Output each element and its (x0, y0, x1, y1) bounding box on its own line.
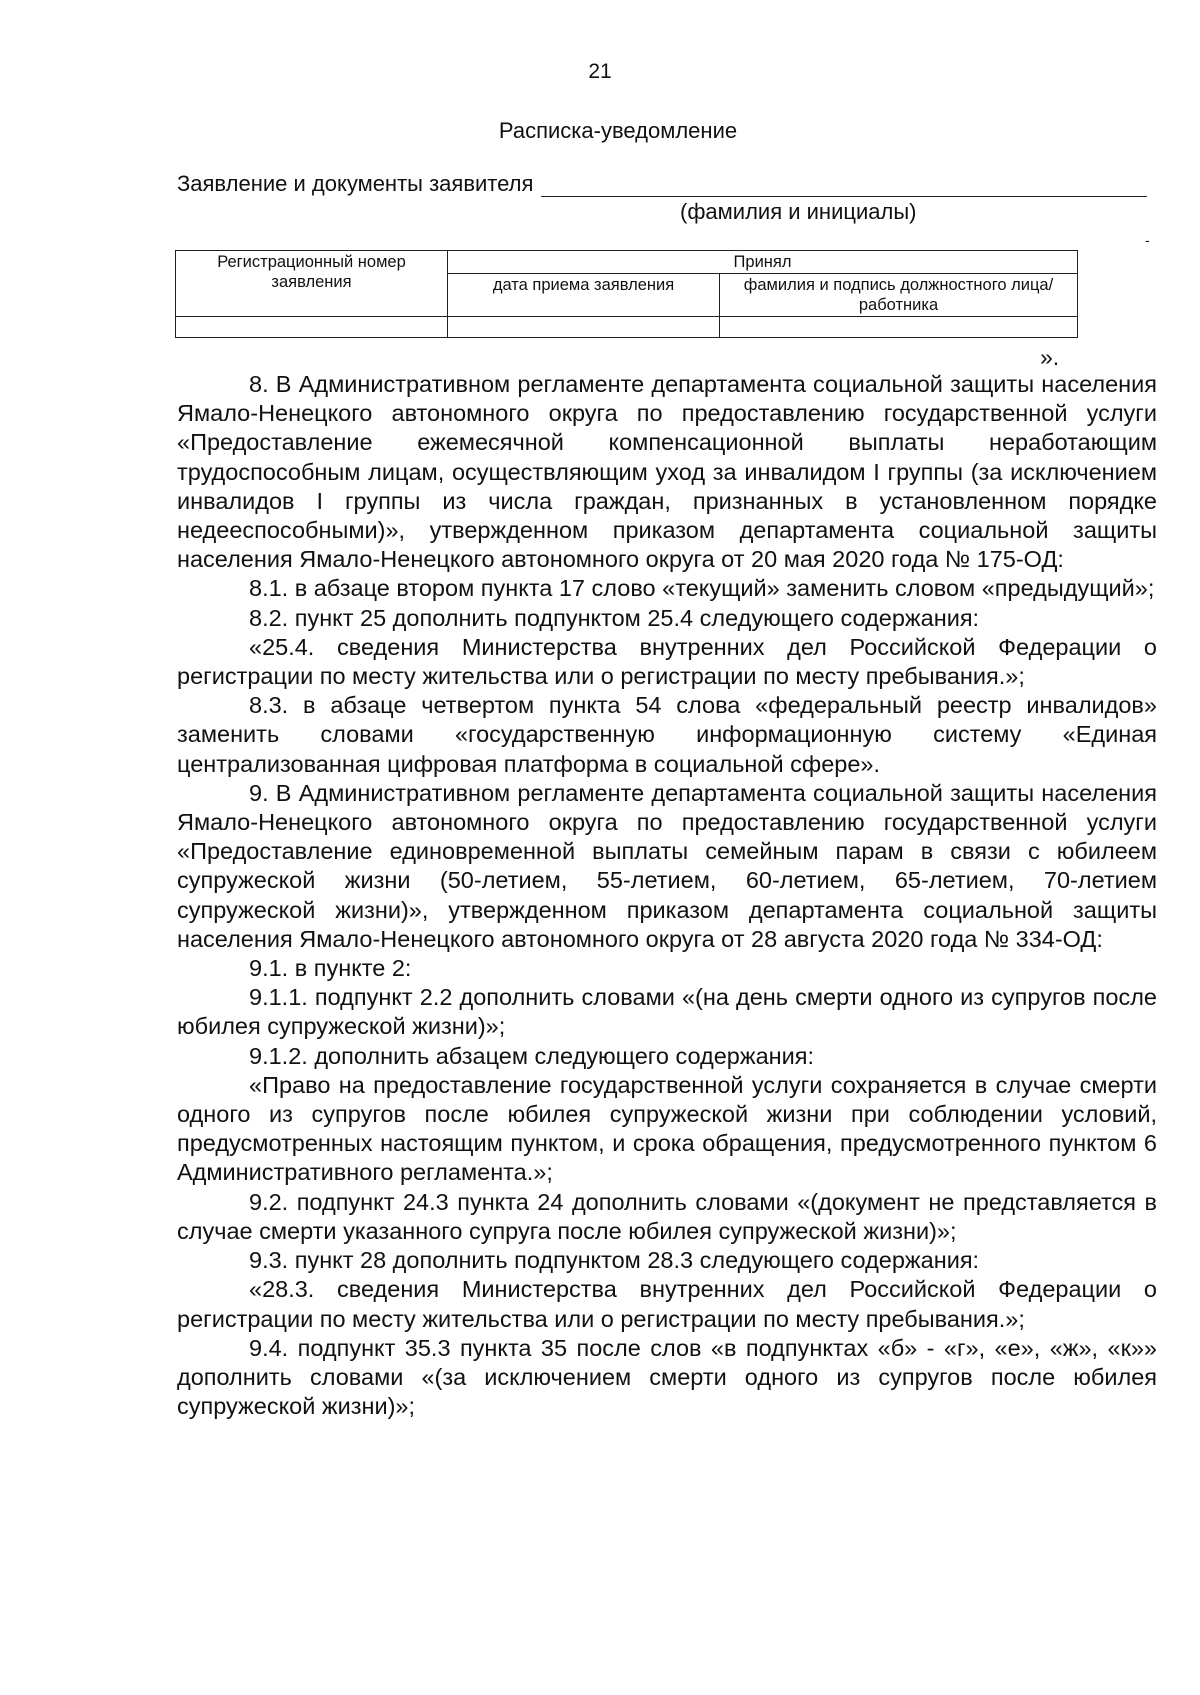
reg-number-cell (176, 317, 448, 338)
page-number: 21 (588, 60, 612, 83)
applicant-label: Заявление и документы заявителя (177, 171, 534, 196)
paragraph: «25.4. сведения Министерства внутренних дел Российской Федерации о регистрации по месту жительства или о регистрации по месту пребывания.»; (177, 633, 1157, 690)
reg-number-header: Регистрационный номер заявления (176, 251, 448, 317)
paragraph: 9.1.2. дополнить абзацем следующего содержания: (249, 1042, 815, 1069)
margin-mark: - (1145, 232, 1150, 248)
applicant-blank-line (541, 174, 1147, 197)
applicant-hint: (фамилия и инициалы) (680, 199, 917, 224)
table-row (176, 251, 1078, 274)
paragraph: 8.2. пункт 25 дополнить подпунктом 25.4 следующего содержания: (249, 604, 980, 631)
signature-header: фамилия и подпись должностного лица/работника (720, 274, 1078, 317)
closing-quote: ». (1040, 344, 1060, 370)
document-body (177, 370, 1157, 1421)
paragraph: 9.1. в пункте 2: (249, 955, 412, 982)
paragraph: 8.1. в абзаце втором пункта 17 слово «текущий» заменить словом «предыдущий»; (249, 575, 1155, 602)
paragraph: 8.3. в абзаце четвертом пункта 54 слова «федеральный реестр инвалидов» заменить словами «государственную информационную систему «Единая централизованная цифровая платформа в социальной сфере». (177, 692, 1157, 777)
accepted-header: Принял (448, 251, 1078, 274)
paragraph: 9.3. пункт 28 дополнить подпунктом 28.3 следующего содержания: (249, 1247, 980, 1274)
paragraph: 9.4. подпункт 35.3 пункта 35 после слов «в подпунктах «б» - «г», «е», «ж», «к»» дополнить словами «(за исключением смерти одного из супругов после юбилея супружеской жизни)»; (177, 1334, 1157, 1420)
table-row (176, 317, 1078, 338)
paragraph: «Право на предоставление государственной услуги сохраняется в случае смерти одного из супругов после юбилея супружеской жизни при соблюдении условий, предусмотренных настоящим пунктом, и срока обращения, предусмотренного пунктом 6 Административного регламента.»; (177, 1071, 1157, 1186)
date-cell (448, 317, 720, 338)
date-header: дата приема заявления (448, 274, 720, 317)
signature-cell (720, 317, 1078, 338)
paragraph: 9.1.1. подпункт 2.2 дополнить словами «(на день смерти одного из супругов после юбилея супружеской жизни)»; (177, 984, 1157, 1040)
paragraph: 9.2. подпункт 24.3 пункта 24 дополнить словами «(документ не представляется в случае смерти указанного супруга после юбилея супружеской жизни)»; (177, 1188, 1157, 1244)
document-title: Расписка-уведомление (498, 118, 738, 143)
paragraph: 8. В Административном регламенте департамента социальной защиты населения Ямало-Ненецкого автономного округа по предоставлению государственной услуги «Предоставление ежемесячной компенсационной выплаты неработающим трудоспособным лицам, осуществляющим уход за инвалидом I группы (за исключением инвалидов I группы из числа граждан, признанных в установленном порядке недееспособными)», утвержденном приказом департамента социальной защиты населения Ямало-Ненецкого автономного округа от 20 мая 2020 года № 175-ОД: (177, 371, 1157, 573)
paragraph: «28.3. сведения Министерства внутренних дел Российской Федерации о регистрации по месту жительства или о регистрации по месту пребывания.»; (177, 1276, 1157, 1332)
paragraph: 9. В Административном регламенте департамента социальной защиты населения Ямало-Ненецкого автономного округа по предоставлению государственной услуги «Предоставление единовременной выплаты семейным парам в связи с юбилеем супружеской жизни (50-летием, 55-летием, 60-летием, 65-летием, 70-летием супружеской жизни)», утвержденном приказом департамента социальной защиты населения Ямало-Ненецкого автономного округа от 28 августа 2020 года № 334-ОД: (177, 779, 1157, 952)
receipt-table (175, 250, 1078, 338)
applicant-line (177, 171, 1147, 197)
